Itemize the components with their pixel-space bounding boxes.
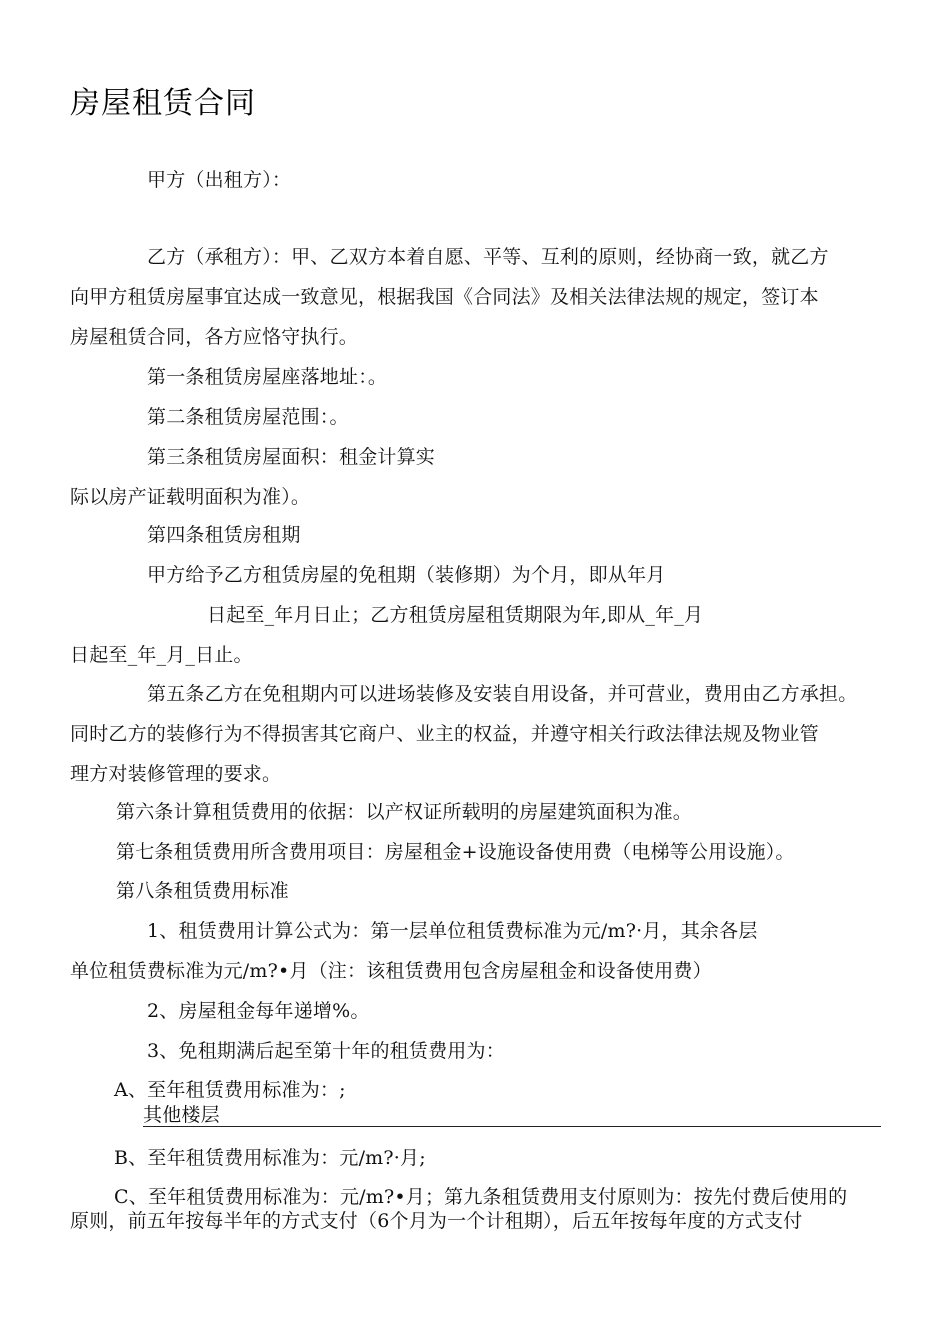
article-8-heading: 第八条租赁费用标准 (116, 880, 289, 902)
article-7: 第七条租赁费用所含费用项目：房屋租金+设施设备使用费（电梯等公用设施）。 (116, 841, 795, 863)
table-rule (143, 1126, 881, 1127)
article-8-item-1: 1、租赁费用计算公式为：第一层单位租赁费标准为元/m?·月，其余各层 (147, 920, 758, 942)
article-1: 第一条租赁房屋座落地址：。 (147, 366, 388, 388)
article-5-continued: 理方对装修管理的要求。 (70, 763, 282, 785)
preamble-line: 向甲方租赁房屋事宜达成一致意见，根据我国《合同法》及相关法律法规的规定，签订本 (70, 286, 819, 308)
other-floors-label: 其他楼层 (143, 1104, 220, 1126)
fee-item-a: A、至年租赁费用标准为：; (114, 1079, 346, 1101)
article-8-item-1-continued: 单位租赁费标准为元/m?•月（注：该租赁费用包含房屋租金和设备使用费） (70, 960, 712, 982)
article-3-continued: 际以房产证载明面积为准）。 (70, 486, 311, 508)
party-b-line: 乙方（承租方）：甲、乙双方本着自愿、平等、互利的原则，经协商一致，就乙方 (147, 246, 829, 268)
article-6: 第六条计算租赁费用的依据：以产权证所载明的房屋建筑面积为准。 (116, 801, 693, 823)
article-4-text: 日起至_年月日止；乙方租赁房屋租赁期限为年,即从_年_月 (207, 604, 704, 626)
preamble-line: 房屋租赁合同，各方应恪守执行。 (70, 326, 359, 348)
article-3: 第三条租赁房屋面积：租金计算实 (147, 446, 436, 468)
article-5-continued: 同时乙方的装修行为不得损害其它商户、业主的权益，并遵守相关行政法律法规及物业管 (70, 723, 819, 745)
page-title: 房屋租赁合同 (70, 86, 256, 121)
article-2: 第二条租赁房屋范围：。 (147, 406, 349, 428)
fee-item-c-continued: 原则，前五年按每半年的方式支付（6个月为一个计租期），后五年按每年度的方式支付 (70, 1210, 803, 1232)
article-4-text: 日起至_年_月_日止。 (70, 644, 253, 666)
fee-item-b: B、至年租赁费用标准为：元/m?·月; (114, 1147, 426, 1169)
article-4-text: 甲方给予乙方租赁房屋的免租期（装修期）为个月，即从年月 (147, 564, 666, 586)
party-a-line: 甲方（出租方）： (147, 169, 292, 191)
article-8-item-3: 3、免租期满后起至第十年的租赁费用为： (147, 1040, 505, 1062)
fee-item-c: C、至年租赁费用标准为：元/m?•月；第九条租赁费用支付原则为：按先付费后使用的 (114, 1186, 848, 1208)
article-5: 第五条乙方在免租期内可以进场装修及安装自用设备，并可营业，费用由乙方承担。 (147, 683, 858, 705)
article-8-item-2: 2、房屋租金每年递增%。 (147, 1000, 370, 1022)
article-4-heading: 第四条租赁房租期 (147, 524, 301, 546)
